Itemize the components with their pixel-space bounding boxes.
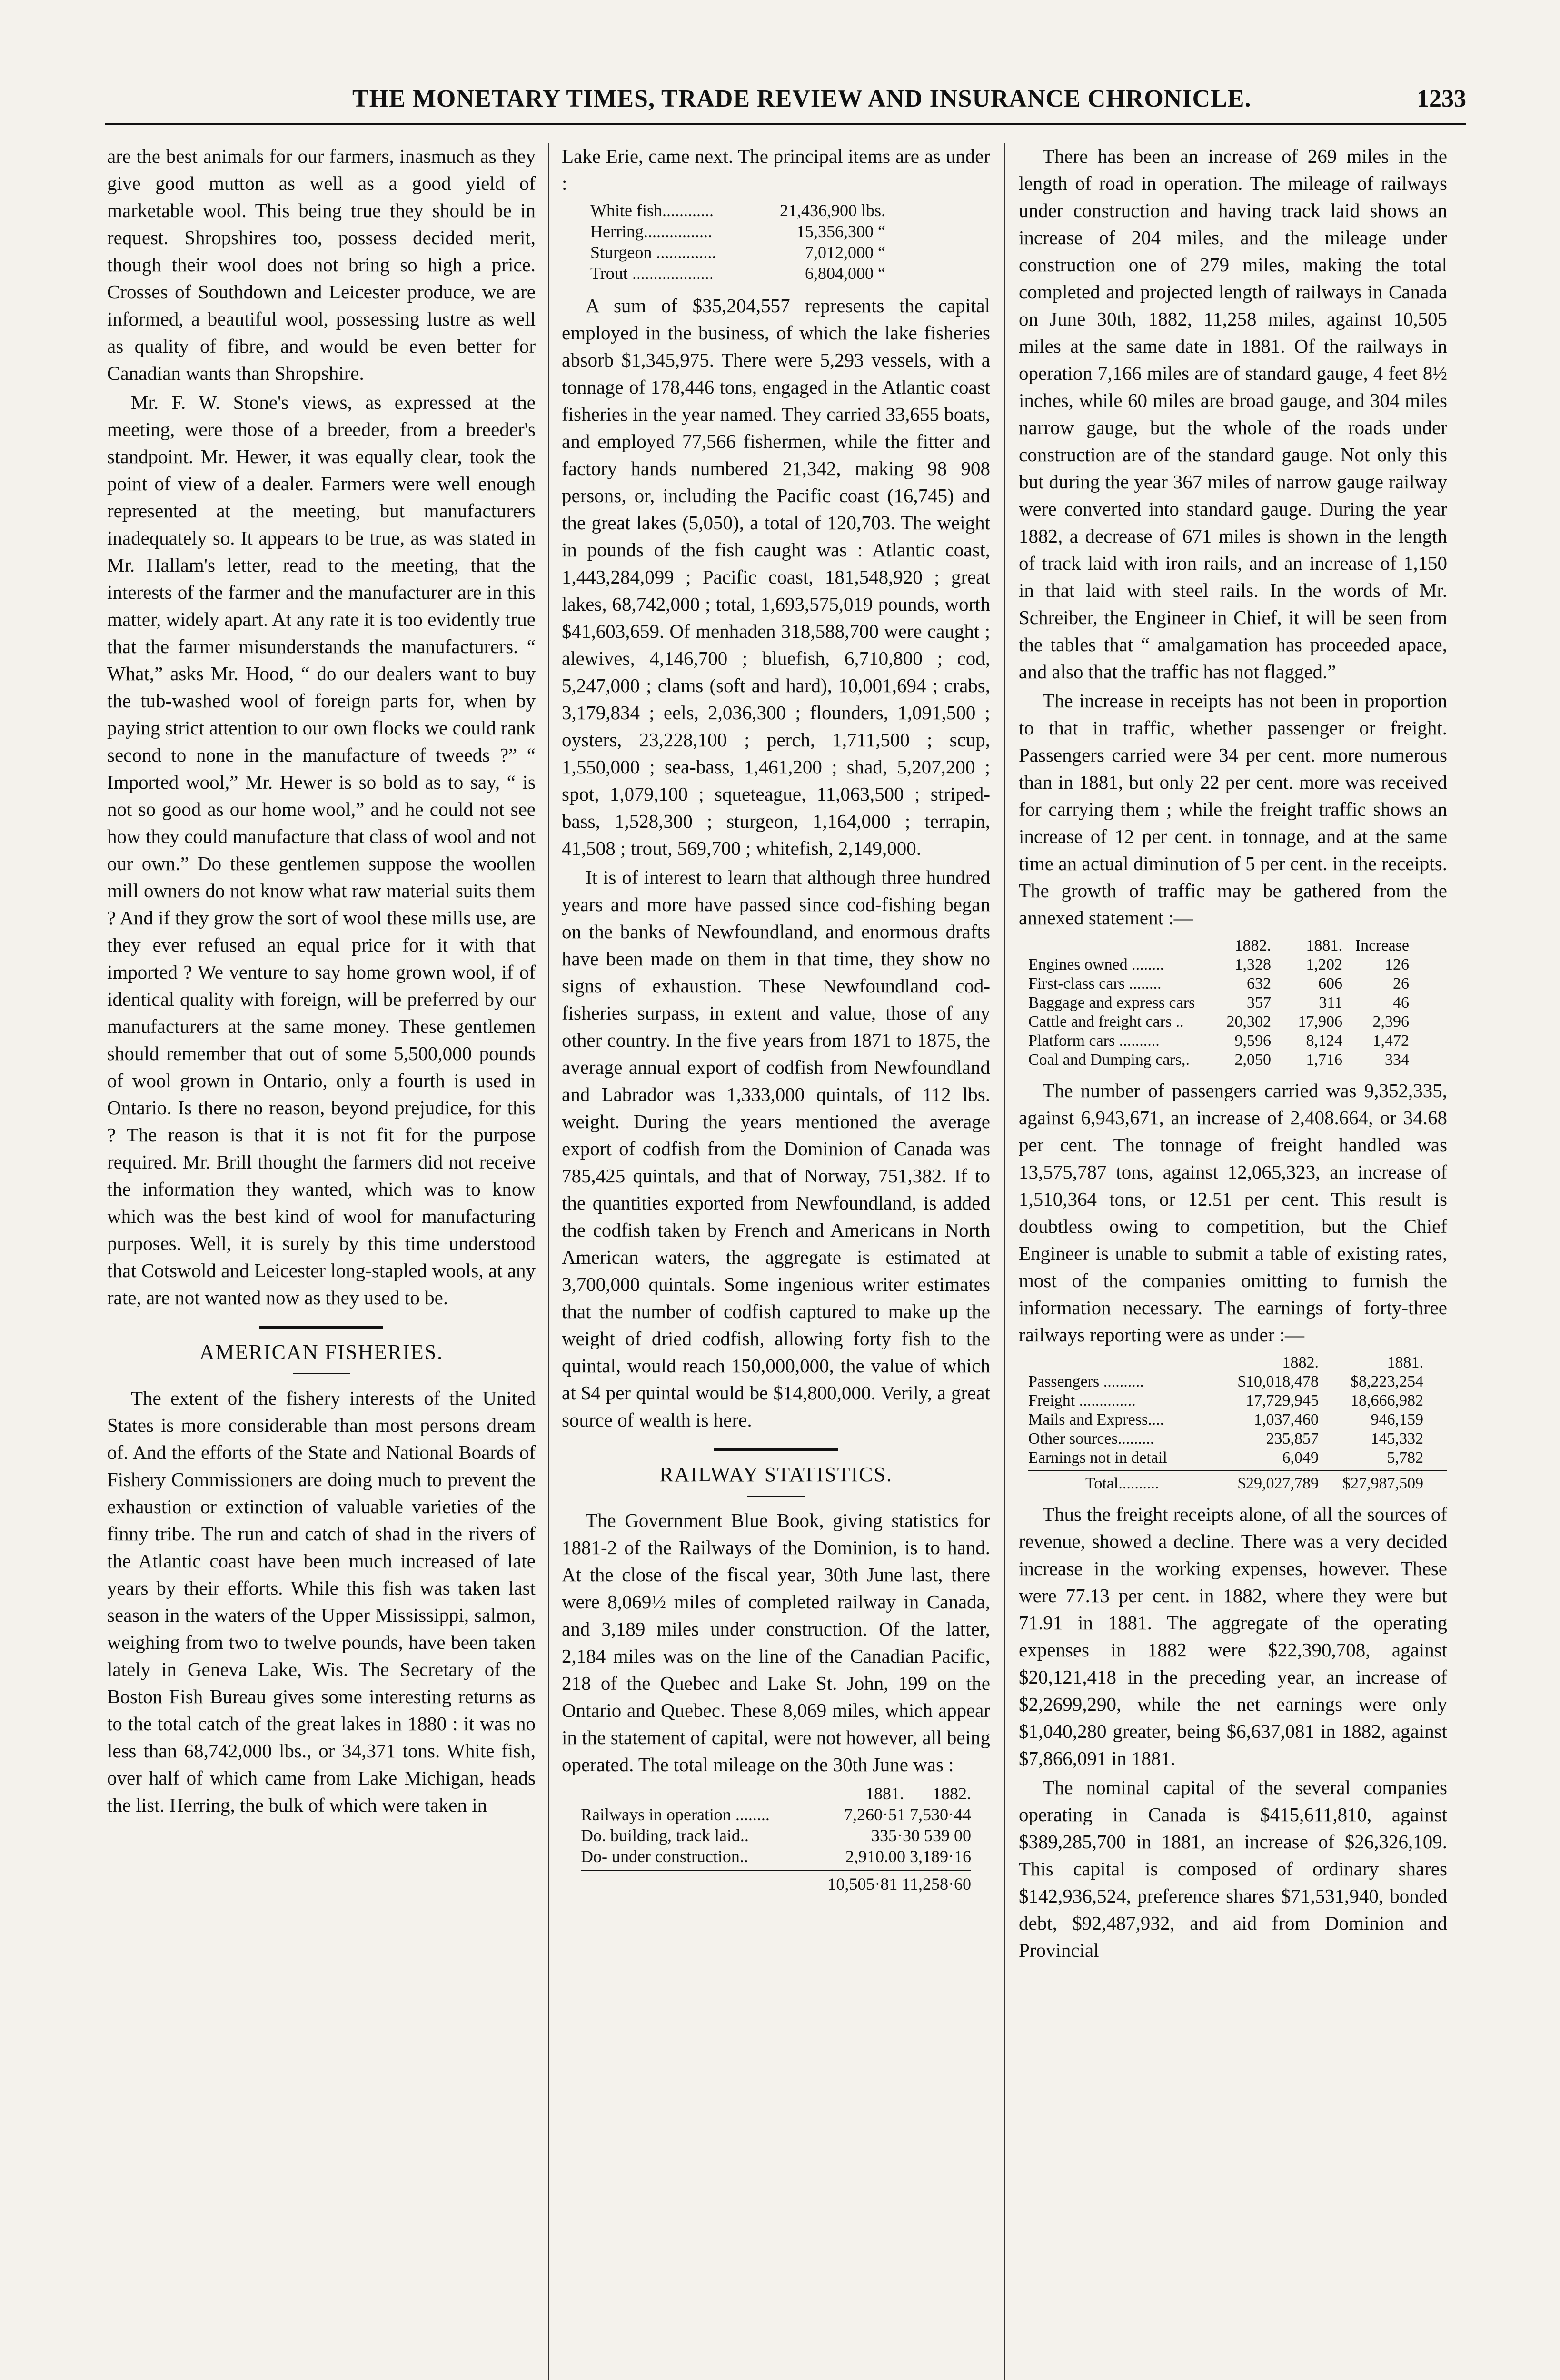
table-row: Platform cars .......... 9,596 8,124 1,472 — [1028, 1032, 1409, 1050]
table-header: 1882. 1881. Increase — [1234, 937, 1409, 954]
table-header: 1882. 1881. — [1282, 1354, 1423, 1371]
rolling-stock-table — [1028, 936, 1447, 1070]
table-row: Passengers .......... $10,018,478 $8,223,254 — [1028, 1373, 1423, 1390]
column-divider — [548, 143, 549, 2380]
table-row: Do. building, track laid.. 335·30 539 00 — [581, 1826, 971, 1845]
paragraph: There has been an increase of 269 miles in the length of road in operation. The mileage of railways under construction and having track laid shows an increase of 204 miles, and the mileage under construction one of 279 miles, making the total completed and projected length of railways in Canada on June 30th, 1882, 11,258 miles, against 10,505 miles at the same date in 1881. Of the railways in operation 7,166 miles are of standard gauge, 4 feet 8½ inches, while 60 miles are broad gauge, and 304 miles narrow gauge, but the whole of the roads under construction are of the standard gauge. Not only this but during the year 367 miles of narrow gauge railway were converted into standard gauge. During the year 1882, a decrease of 671 miles is shown in the length of track laid with iron rails, and an increase of 1,150 in that laid with steel rails. In the words of Mr. Schreiber, the Engineer in Chief, it will be seen from the tables that “ amalgamation has proceeded apace, and also that the traffic has not flagged.” — [1019, 145, 1447, 683]
paragraph: The increase in receipts has not been in proportion to that in traffic, whether passenger or freight. Passengers carried were 34 per cent. more numerous than in 1881, but only 22 per cent. more was received for carrying them ; while the freight traffic shows an increase of 12 per cent. in tonnage, and at the same time an actual diminution of 5 per cent. in the receipts. The growth of traffic may be gathered from the annexed statement :— — [1019, 690, 1447, 929]
paragraph: Mr. F. W. Stone's views, as expressed at the meeting, were those of a breeder, from a breeder's standpoint. Mr. Hewer, it was equally clear, took the point of view of a dealer. Farmers were well enough represented at the meeting, but manufacturers inadequately so. It appears to be true, as was stated in Mr. Hallam's letter, read to the meeting, that the interests of the farmer and the manufacturer are in this matter, widely apart. At any rate it is too evidently true that the farmer misunderstands the manufacturers. “ What,” asks Mr. Hood, “ do our dealers want to buy the tub-washed wool of foreign parts for, when by paying strict attention to our own flocks we could rank second to none in the manufacture of tweeds ?” “ Imported wool,” Mr. Hewer is so bold as to say, “ is not so good as our home wool,” and he could not see how they could manufacture that class of wool and not our own.” Do these gentlemen suppose the woollen mill owners do not know what raw material suits them ? And if they grow the sort of wool these mills use, are they ever refused an equal price for it with that imported ? We venture to say home grown wool, if of identical quality with foreign, will be preferred by our manufacturers at the same money. These gentlemen should remember that out of some 5,500,000 pounds of wool grown in Ontario, only a fourth is used in Ontario. Is there no reason, beyond prejudice, for this ? The reason is that it is not fit for the purpose required. Mr. Brill thought the farmers did not receive the information they wanted, which was to know which was the best kind of wool for manufacturing purposes. Well, it is surely by this time understood that Cotswold and Leicester long-stapled wools, at any rate, are not wanted now as they used to be. — [107, 391, 536, 1309]
paragraph: are the best animals for our farmers, inasmuch as they give good mutton as well as a good yield of marketable wool. This being true they should be in request. Shropshires too, possess decided merit, though their wool does not bring so high a price. Crosses of Southdown and Leicester produce, we are informed, a beautiful wool, possessing lustre as well as quality of fibre, and would be even better for Canadian wants than Shropshire. — [107, 145, 536, 384]
column-2 — [562, 143, 990, 1899]
paragraph: The nominal capital of the several companies operating in Canada is $415,611,810, against $389,285,700 in 1881, an increase of $26,326,109. This capital is composed of ordinary shares $142,936,524, preference shares $71,531,940, bonded debt, $92,487,932, and aid from Dominion and Provincial — [1019, 1776, 1447, 1961]
paragraph: The number of passengers carried was 9,352,335, against 6,943,671, an increase of 2,408.664, or 34.68 per cent. The tonnage of freight handled was 13,575,787 tons, against 12,065,323, an increase of 1,510,364 tons, or 12.51 per cent. This result is doubtless owing to competition, but the Chief Engineer is unable to submit a table of existing rates, most of the companies omitting to furnish the information necessary. The earnings of forty-three railways reporting were as under :— — [1019, 1080, 1447, 1346]
paragraph: A sum of $35,204,557 represents the capital employed in the business, of which the lake fisheries absorb $1,345,975. There were 5,293 vessels, with a tonnage of 178,446 tons, engaged in the Atlantic coast fisheries in the year named. They carried 33,655 boats, and employed 77,566 fishermen, while the fitter and factory hands numbered 21,342, making 98 908 persons, or, including the Pacific coast (16,745) and the great lakes (5,050), a total of 120,703. The weight in pounds of the fish caught was : Atlantic coast, 1,443,284,099 ; Pacific coast, 181,548,920 ; great lakes, 68,742,000 ; total, 1,693,575,019 pounds, worth $41,603,659. Of menhaden 318,588,700 were caught ; alewives, 4,146,700 ; bluefish, 6,710,800 ; cod, 5,247,000 ; clams (soft and hard), 10,001,694 ; crabs, 3,179,834 ; eels, 2,036,300 ; flounders, 1,091,500 ; oysters, 23,228,100 ; perch, 1,711,500 ; scup, 1,550,000 ; sea-bass, 1,461,200 ; shad, 5,207,200 ; spot, 1,079,100 ; squeteague, 11,063,500 ; striped-bass, 1,528,300 ; sturgeon, 1,164,000 ; terrapin, 41,508 ; trout, 569,700 ; whitefish, 2,149,000. — [562, 295, 990, 859]
table-row: Engines owned ........ 1,328 1,202 126 — [1028, 956, 1409, 973]
section-rule — [714, 1448, 838, 1451]
fish-catch-table — [590, 200, 885, 284]
table-row: Baggage and express cars 357 311 46 — [1028, 994, 1409, 1012]
table-row: Other sources......... 235,857 145,332 — [1028, 1430, 1423, 1448]
table-total: Total.......... $29,027,789 $27,987,509 — [1028, 1470, 1447, 1493]
running-title: THE MONETARY TIMES, TRADE REVIEW AND INSURANCE CHRONICLE. — [352, 85, 1252, 112]
table-row: Herring................ 15,356,300 “ — [590, 222, 885, 241]
paragraph: Thus the freight receipts alone, of all the sources of revenue, showed a decline. There was a very decided increase in the working expenses, however. These were 77.13 per cent. in 1882, where they were but 71.91 in 1881. The aggregate of the operating expenses in 1882 were $22,390,708, against $20,121,418 in the preceding year, an increase of $2,2699,290, while the net earnings were only $1,040,280 greater, being $6,637,081 in 1882, against $7,866,091 in 1881. — [1019, 1503, 1447, 1769]
header-rule — [105, 123, 1466, 125]
paragraph: Lake Erie, came next. The principal items are as under : — [562, 145, 990, 194]
column-1 — [107, 143, 536, 1821]
table-row: Trout ................... 6,804,000 “ — [590, 264, 885, 283]
heading-rule — [747, 1496, 805, 1497]
table-row: Do- under construction.. 2,910.00 3,189·16 — [581, 1847, 971, 1866]
table-row: Coal and Dumping cars,. 2,050 1,716 334 — [1028, 1051, 1409, 1069]
paragraph: It is of interest to learn that although three hundred years and more have passed since cod-fishing began on the banks of Newfoundland, and enormous drafts have been made on them in that time, they show no signs of exhaustion. These Newfoundland cod-fisheries surpass, in extent and value, those of any other country. In the five years from 1871 to 1875, the average annual export of codfish from Newfoundland and Labrador was 1,333,000 quintals, of 112 lbs. weight. During the years mentioned the average export of codfish from the Dominion of Canada was 785,425 quintals, and that of Norway, 751,382. If to the quantities exported from Newfoundland, is added the codfish taken by French and Americans in North American waters, the aggregate is estimated at 3,700,000 quintals. Some ingenious writer estimates that the number of codfish captured to make up the weight of dried codfish, allowing forty fish to the quintal, would reach 150,000,000, the value of which at $4 per quintal would be $14,800,000. Verily, a great source of wealth is here. — [562, 866, 990, 1431]
paragraph: The Government Blue Book, giving statistics for 1881-2 of the Railways of the Dominion, is to hand. At the close of the fiscal year, 30th June last, there were 8,069½ miles of completed railway in Canada, and 3,189 miles under construction. Of the latter, 2,184 miles was on the line of the Canadian Pacific, 218 of the Quebec and Lake St. John, 199 on the Ontario and Quebec. These 8,069 miles, which appear in the statement of capital, were not however, all being operated. The total mileage on the 30th June was : — [562, 1509, 990, 1775]
column-3 — [1019, 143, 1447, 1966]
table-row: First-class cars ........ 632 606 26 — [1028, 975, 1409, 992]
page-number: 1233 — [1417, 85, 1466, 112]
table-total: 10,505·81 11,258·60 — [581, 1870, 971, 1894]
column-divider — [1004, 143, 1005, 2380]
section-rule — [259, 1326, 383, 1329]
section-heading-railway-statistics: RAILWAY STATISTICS. — [659, 1463, 893, 1486]
table-row: Earnings not in detail 6,049 5,782 — [1028, 1449, 1423, 1467]
page-header — [105, 85, 1466, 118]
table-row: Freight .............. 17,729,945 18,666,982 — [1028, 1392, 1423, 1409]
table-row: Cattle and freight cars .. 20,302 17,906 2,396 — [1028, 1013, 1409, 1031]
table-row: White fish............ 21,436,900 lbs. — [590, 201, 885, 220]
heading-rule — [293, 1373, 350, 1374]
railway-earnings-table — [1028, 1353, 1447, 1493]
table-row: Mails and Express.... 1,037,460 946,159 — [1028, 1411, 1423, 1428]
section-heading-american-fisheries: AMERICAN FISHERIES. — [199, 1340, 444, 1364]
paragraph: The extent of the fishery interests of the United States is more considerable than most persons dream of. And the efforts of the State and National Boards of Fishery Commissioners are doing much to prevent the exhaustion or extinction of valuable varieties of the finny tribe. The run and catch of shad in the rivers of the Atlantic coast have been much increased of late years by their efforts. While this fish was taken last season in the waters of the Upper Mississippi, salmon, weighing from two to twelve pounds, have been taken lately in Geneva Lake, Wis. The Secretary of the Boston Fish Bureau gives some interesting returns as to the total catch of the great lakes in 1880 : it was no less than 68,742,000 lbs., or 34,371 tons. White fish, over half of which came from Lake Michigan, heads the list. Herring, the bulk of which were taken in — [107, 1387, 536, 1816]
railway-mileage-table — [581, 1783, 971, 1894]
table-header: 1881. 1882. — [865, 1784, 971, 1803]
table-row: Sturgeon .............. 7,012,000 “ — [590, 243, 885, 262]
table-row: Railways in operation ........ 7,260·51 7,530·44 — [581, 1805, 971, 1824]
